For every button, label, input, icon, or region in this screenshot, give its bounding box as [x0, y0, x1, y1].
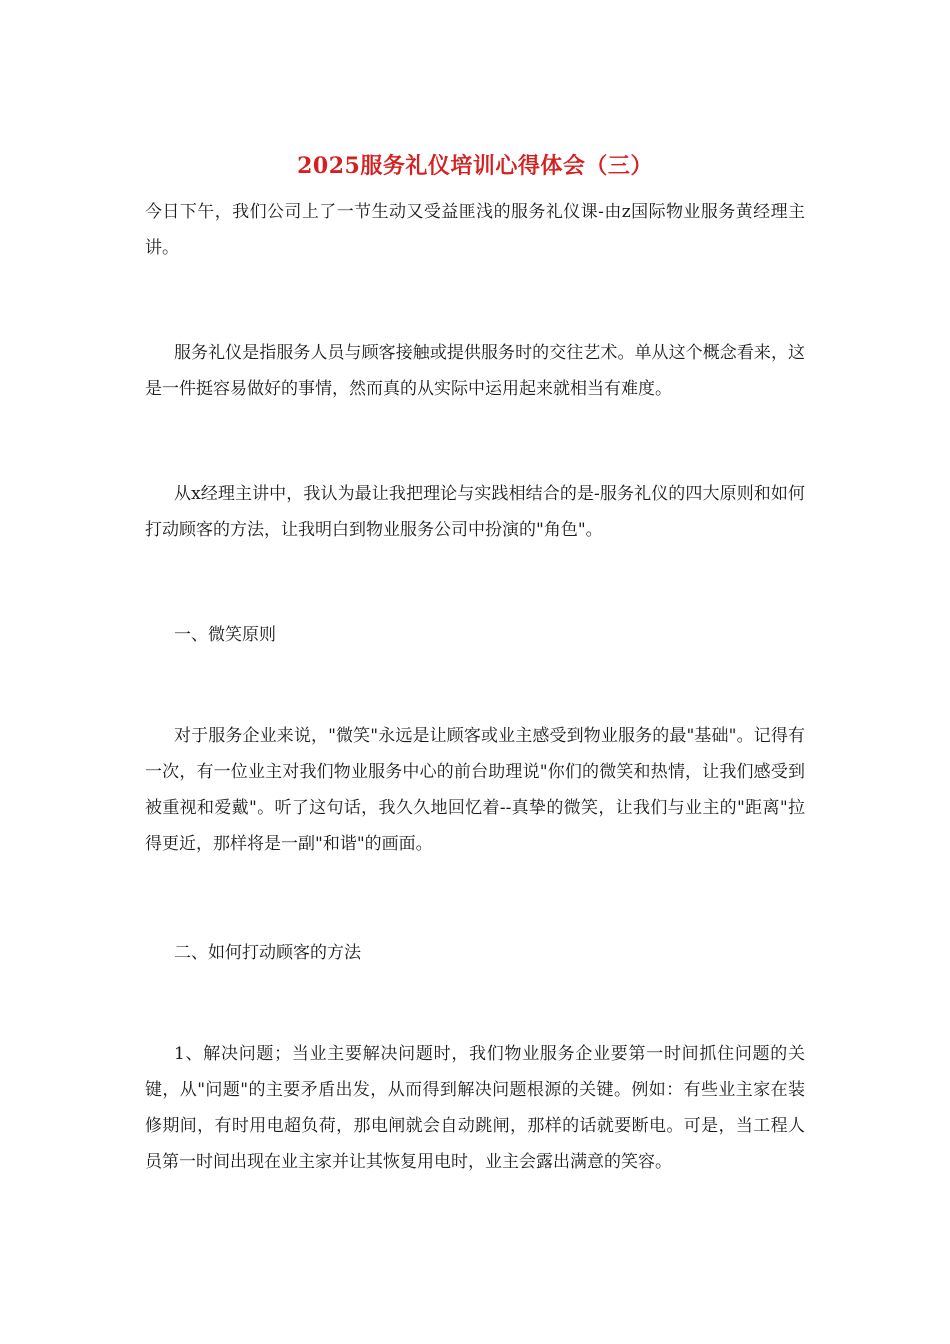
- document-title: 2025服务礼仪培训心得体会（三）: [297, 153, 653, 179]
- paragraph-solve-problems: 1、解决问题；当业主要解决问题时，我们物业服务企业要第一时间抓住问题的关键，从"问题"的主要矛盾出发，从而得到解决问题根源的关键。例如：有些业主家在装修期间，有时用电超负荷，那电闸就会自动跳闸，那样的话就要断电。可是，当工程人员第一时间出现在业主家并让其恢复用电时，业主会露出满意的笑容。: [145, 1044, 805, 1172]
- paragraph-smile: 对于服务企业来说，"微笑"永远是让顾客或业主感受到物业服务的最"基础"。记得有一次，有一位业主对我们物业服务中心的前台助理说"你们的微笑和热情，让我们感受到被重视和爱戴"。听了这句话，我久久地回忆着--真挚的微笑，让我们与业主的"距离"拉得更近，那样将是一副"和谐"的画面。: [145, 726, 805, 854]
- paragraph-intro: 今日下午，我们公司上了一节生动又受益匪浅的服务礼仪课-由z国际物业服务黄经理主讲。: [145, 202, 805, 258]
- paragraph-definition: 服务礼仪是指服务人员与顾客接触或提供服务时的交往艺术。单从这个概念看来，这是一件挺容易做好的事情，然而真的从实际中运用起来就相当有难度。: [145, 343, 805, 399]
- section-heading-methods: 二、如何打动顾客的方法: [174, 943, 361, 963]
- paragraph-principles: 从x经理主讲中，我认为最让我把理论与实践相结合的是-服务礼仪的四大原则和如何打动顾客的方法，让我明白到物业服务公司中扮演的"角色"。: [145, 484, 805, 540]
- section-heading-smile: 一、微笑原则: [174, 625, 276, 645]
